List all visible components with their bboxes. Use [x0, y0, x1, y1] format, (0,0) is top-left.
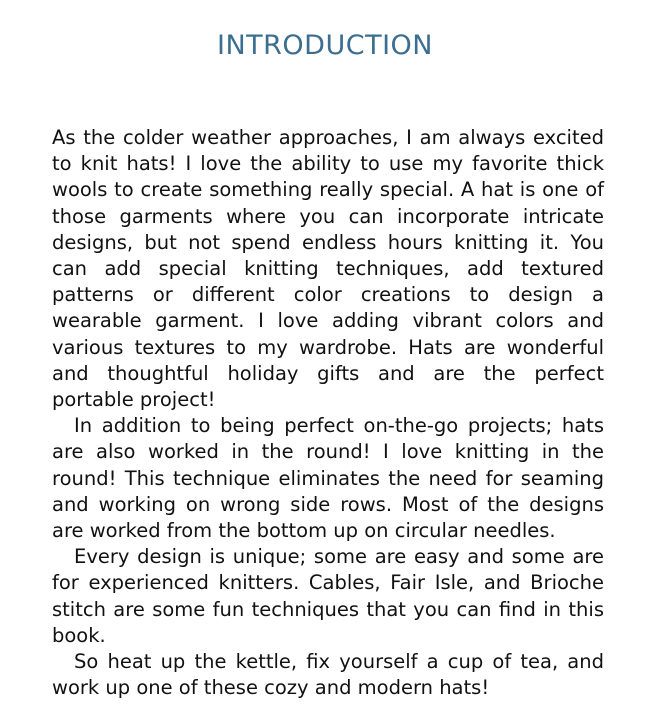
paragraph-3: Every design is unique; some are easy and some are for experienced knitters. Cables, Fair Isle, and Brioche stitch are some fun techniques that you can find in this book. [52, 545, 604, 647]
body-text [52, 125, 604, 701]
paragraph-4: So heat up the kettle, fix yourself a cup of tea, and work up one of these cozy and modern hats! [52, 650, 604, 700]
page-title: INTRODUCTION [217, 30, 433, 61]
paragraph-2: In addition to being perfect on-the-go projects; hats are also worked in the round! I love knitting in the round! This technique eliminates the need for seaming and working on wrong side rows. Most of the designs are worked from the bottom up on circular needles. [52, 414, 604, 543]
paragraph-1: As the colder weather approaches, I am always excited to knit hats! I love the ability to use my favorite thick wools to create something really special. A hat is one of those garments where you can incorporate intricate designs, but not spend endless hours knitting it. You can add special knitting techniques, add textured patterns or different color creations to design a wearable garment. I love adding vibrant colors and various textures to my wardrobe. Hats are wonderful and thoughtful holiday gifts and are the perfect portable project! [52, 126, 604, 412]
